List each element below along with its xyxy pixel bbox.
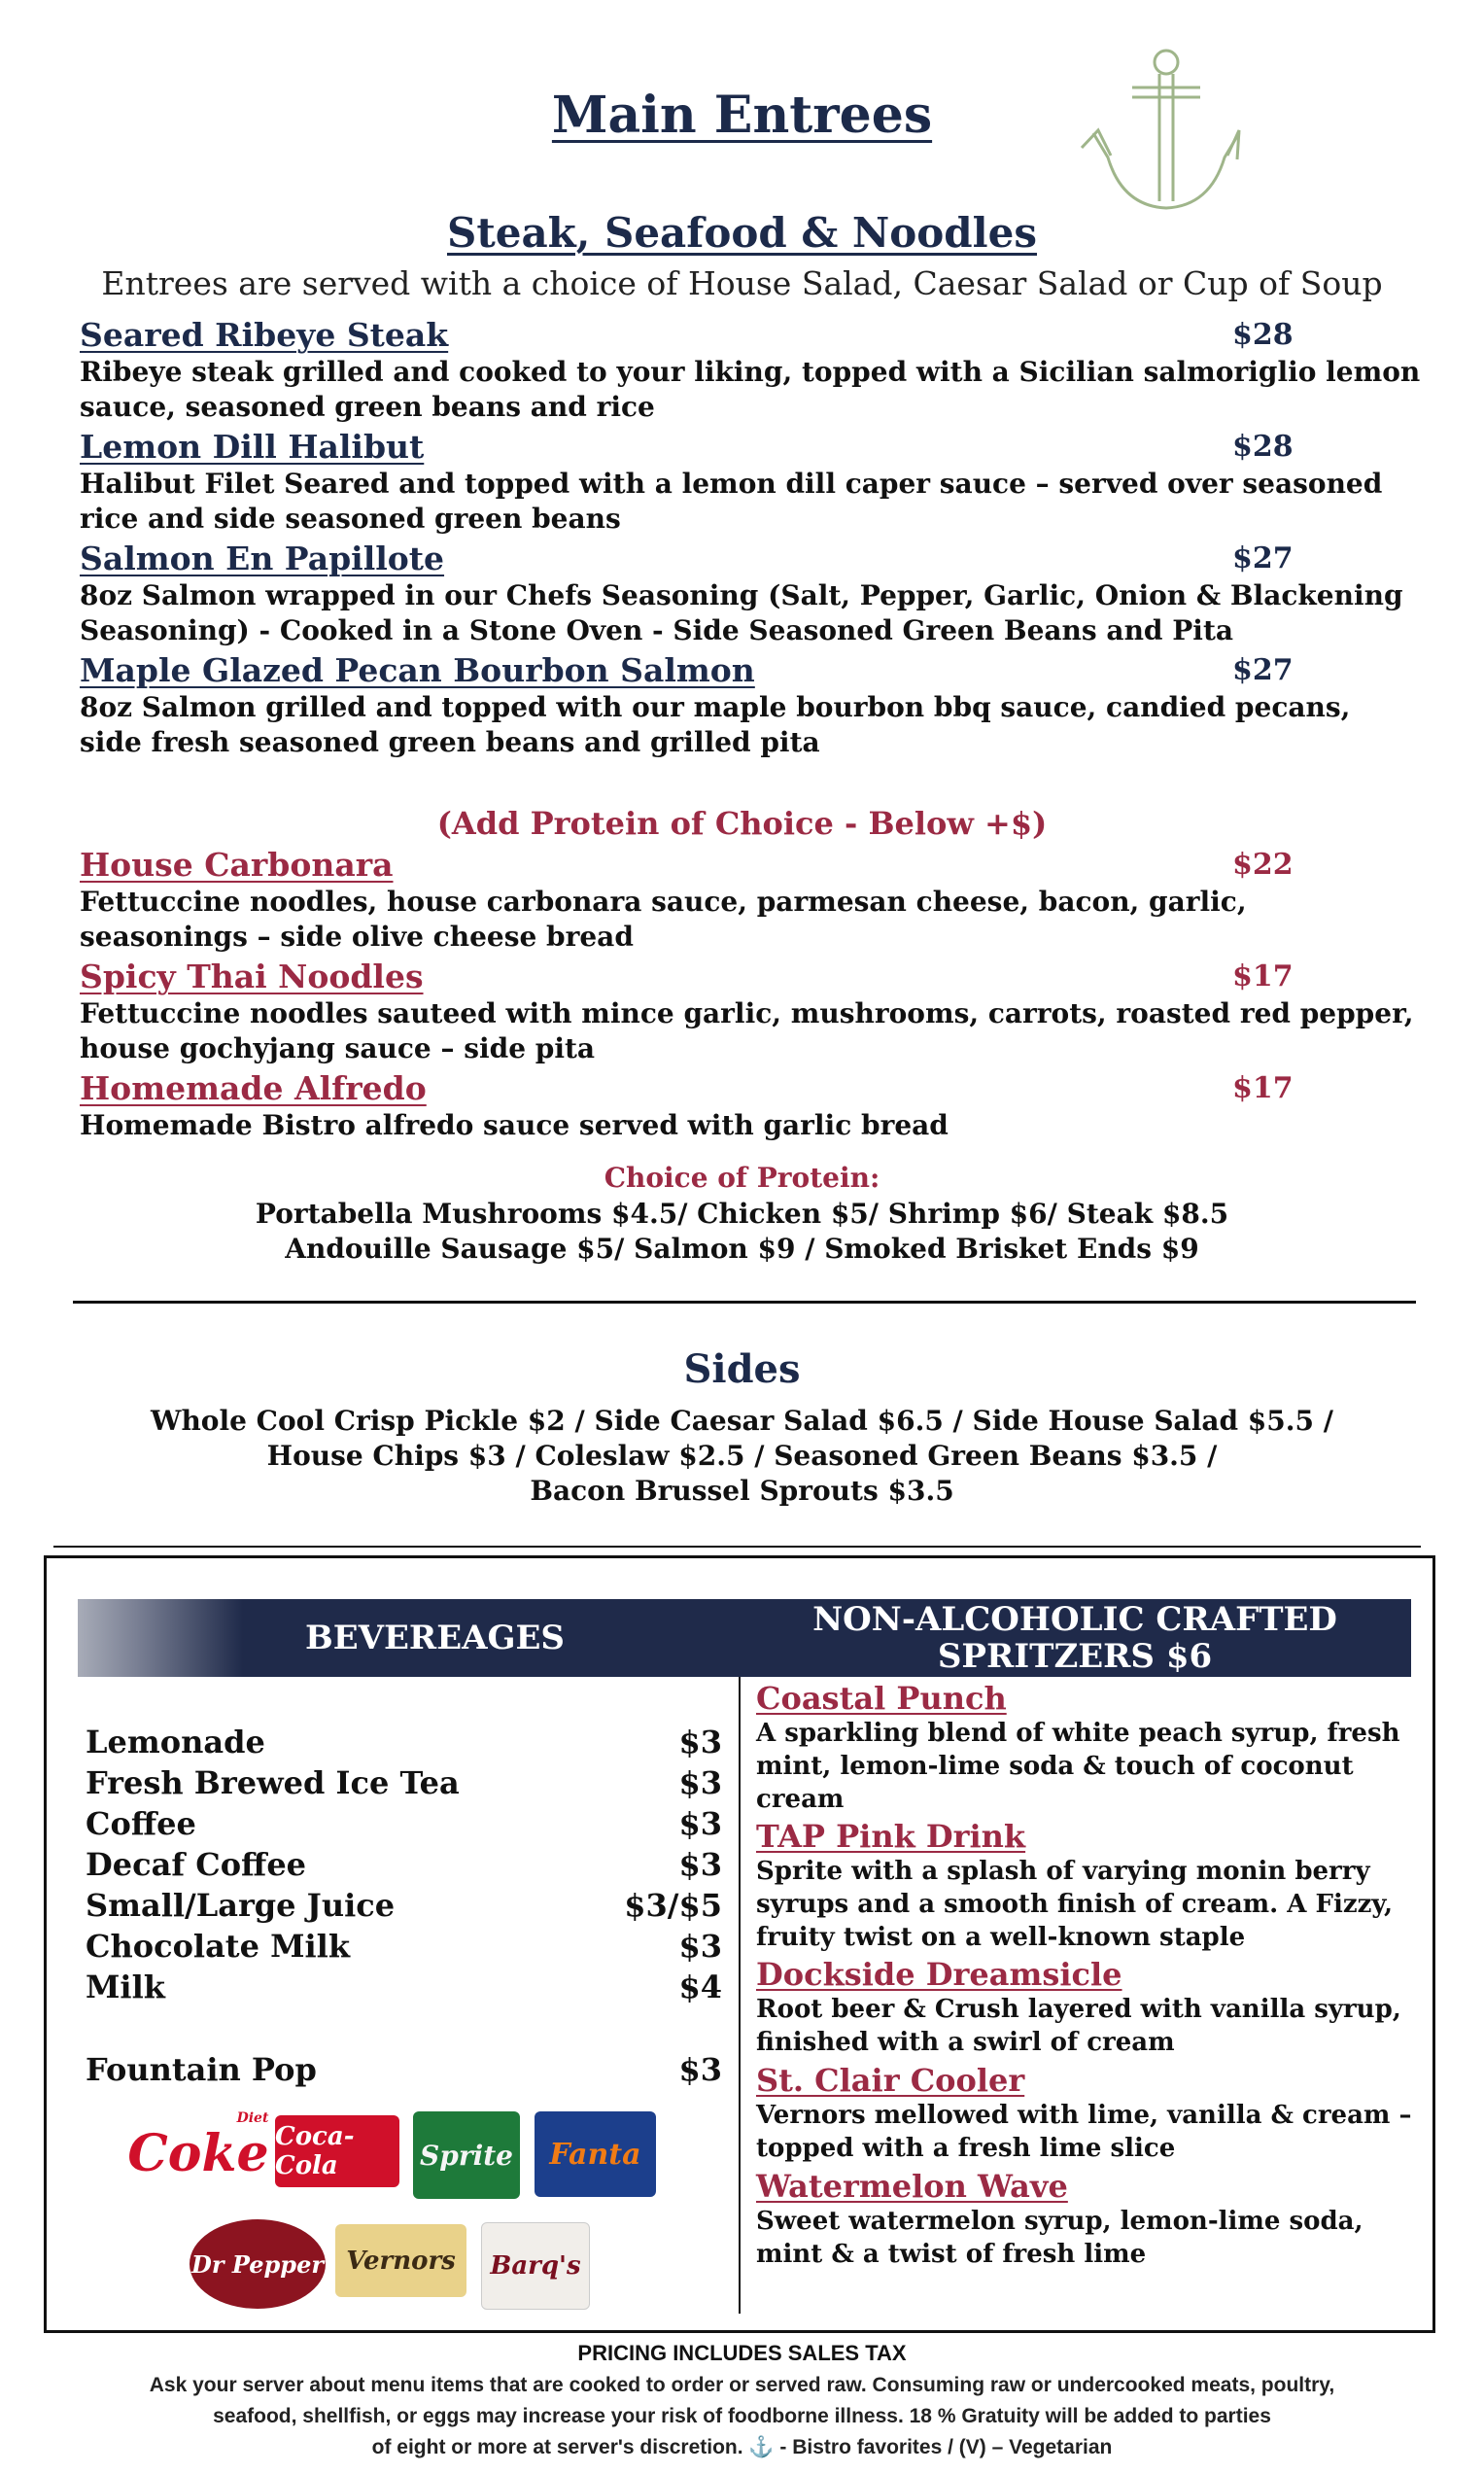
beverage-name: Fresh Brewed Ice Tea [86,1764,460,1801]
beverage-name: Coffee [86,1805,196,1842]
spritzer-name: Coastal Punch [756,1680,1007,1717]
item-price: $17 [1232,1071,1294,1105]
beverage-price: $3/$5 [624,1887,722,1924]
sides-line: Bacon Brussel Sprouts $3.5 [530,1475,954,1507]
item-description: Ribeye steak grilled and cooked to your liking, topped with a Sicilian salmoriglio lemon sauce, seasoned green beans and rice [80,356,1421,423]
item-name: Spicy Thai Noodles [80,958,424,995]
spritzer-description: Root beer & Crush layered with vanilla syrup, finished with a swirl of cream [756,1995,1401,2057]
fanta-logo: Fanta [535,2111,656,2197]
pricing-note: PRICING INCLUDES SALES TAX [577,2341,907,2365]
beverages-header [78,1599,734,1677]
item-description: Fettuccine noodles sauteed with mince garlic, mushrooms, carrots, roasted red pepper, house gochyjang sauce – side pita [80,997,1414,1064]
beverage-name: Fountain Pop [86,2051,317,2088]
beverage-row [86,1846,722,1887]
beverage-row [86,1764,722,1805]
spritzer-name: Watermelon Wave [756,2168,1068,2205]
spritzer-name: Dockside Dreamsicle [756,1956,1122,1993]
soda-logos [127,2108,675,2312]
anchor-icon [1074,41,1244,226]
beverage-name: Lemonade [86,1724,265,1760]
beverage-price: $4 [678,1969,722,2005]
protein-options: Andouille Sausage $5/ Salmon $9 / Smoked Brisket Ends $9 [285,1233,1199,1265]
divider [53,1546,1421,1548]
beverage-row [86,2051,722,2092]
item-price: $28 [1232,318,1294,352]
item-name: Maple Glazed Pecan Bourbon Salmon [80,651,755,689]
item-name: Seared Ribeye Steak [80,316,449,354]
menu-item [80,428,1421,537]
item-price: $17 [1232,959,1294,993]
menu-item [80,958,1421,1066]
disclaimer-line: seafood, shellfish, or eggs may increase your risk of foodborne illness. 18 % Gratuity will be added to parties [213,2405,1271,2427]
beverage-price: $3 [678,1764,722,1801]
sides-heading: Sides [683,1346,801,1392]
menu-item [80,540,1421,648]
disclaimer-text: of eight or more at server's discretion. [371,2436,743,2458]
item-description: Fettuccine noodles, house carbonara sauce, parmesan cheese, bacon, garlic, seasonings – side olive cheese bread [80,886,1247,953]
barqs-logo: Barq's [481,2222,590,2310]
menu-item [80,846,1421,955]
beverage-name: Decaf Coffee [86,1846,307,1883]
spritzer-item [756,2168,1417,2271]
sprite-logo: Sprite [413,2111,520,2199]
beverage-row [86,1724,722,1764]
item-description: 8oz Salmon wrapped in our Chefs Seasoning (Salt, Pepper, Garlic, Onion & Blackening Seasoning) - Cooked in a Stone Oven - Side Seasoned Green Beans and Pita [80,579,1403,646]
spritzer-item [756,1818,1417,1954]
item-name: House Carbonara [80,846,394,884]
beverage-row [86,1928,722,1969]
legend-text: - Bistro favorites / (V) – Vegetarian [779,2436,1113,2458]
item-description: Homemade Bistro alfredo sauce served with garlic bread [80,1109,949,1141]
item-name: Lemon Dill Halibut [80,428,425,466]
menu-item [80,1069,1421,1143]
spritzer-item [756,2062,1417,2165]
protein-options: Portabella Mushrooms $4.5/ Chicken $5/ Shrimp $6/ Steak $8.5 [255,1198,1229,1230]
item-description: Halibut Filet Seared and topped with a lemon dill caper sauce – served over seasoned rice and side seasoned green beans [80,468,1383,535]
divider [73,1301,1416,1304]
vernors-logo: Vernors [335,2224,466,2297]
anchor-icon: ⚓ [748,2436,780,2458]
beverage-price: $3 [678,1724,722,1760]
spritzer-description: Vernors mellowed with lime, vanilla & cream – topped with a fresh lime slice [756,2101,1412,2163]
spritzer-description: Sweet watermelon syrup, lemon-lime soda, mint & a twist of fresh lime [756,2207,1363,2269]
beverage-price: $3 [678,1805,722,1842]
beverages-heading: BEVEREAGES [304,1619,565,1657]
beverage-name: Milk [86,1969,165,2005]
coke-logo: Coke [127,2123,269,2183]
beverage-row [86,1887,722,1928]
beverage-name: Small/Large Juice [86,1887,396,1924]
item-description: 8oz Salmon grilled and topped with our maple bourbon bbq sauce, candied pecans, side fresh seasoned green beans and grilled pita [80,691,1351,758]
dr-pepper-logo: Dr Pepper [190,2219,326,2309]
menu-item [80,651,1421,760]
coca-cola-logo: Coca-Cola [275,2115,399,2187]
beverage-row [86,1969,722,2009]
column-divider [739,1677,741,2314]
beverage-price: $3 [678,1846,722,1883]
beverage-price: $3 [678,2051,722,2088]
diet-label: Diet [236,2110,269,2126]
spritzers-header [739,1599,1411,1677]
menu-item [80,316,1421,425]
item-name: Salmon En Papillote [80,540,445,577]
spritzers-heading-line1: NON-ALCOHOLIC CRAFTED [812,1600,1337,1639]
spritzer-name: TAP Pink Drink [756,1818,1026,1855]
item-price: $27 [1232,653,1294,687]
disclaimer-line [0,2436,1484,2459]
beverage-row [86,1805,722,1846]
item-price: $28 [1232,430,1294,464]
section-heading-steak-seafood: Steak, Seafood & Noodles [446,209,1037,257]
spritzer-description: A sparkling blend of white peach syrup, fresh mint, lemon-lime soda & touch of coconut cream [756,1719,1400,1814]
spritzer-item [756,1956,1417,2059]
sides-line: Whole Cool Crisp Pickle $2 / Side Caesar Salad $6.5 / Side House Salad $5.5 / [151,1405,1333,1437]
page-title: Main Entrees [551,86,933,145]
sides-line: House Chips $3 / Coleslaw $2.5 / Seasoned Green Beans $3.5 / [266,1440,1218,1472]
item-price: $27 [1232,541,1294,575]
served-with-note: Entrees are served with a choice of House Salad, Caesar Salad or Cup of Soup [101,264,1383,302]
item-price: $22 [1232,848,1294,882]
spritzer-item [756,1680,1417,1816]
item-name: Homemade Alfredo [80,1069,427,1107]
add-protein-note: (Add Protein of Choice - Below +$) [436,805,1048,842]
spritzer-description: Sprite with a splash of varying monin berry syrups and a smooth finish of cream. A Fizzy, fruity twist on a well-known staple [756,1857,1394,1952]
disclaimer-line: Ask your server about menu items that are cooked to order or served raw. Consuming raw or undercooked meats, poultry, [149,2374,1335,2396]
protein-heading: Choice of Protein: [604,1162,880,1194]
spritzer-name: St. Clair Cooler [756,2062,1025,2099]
beverage-name: Chocolate Milk [86,1928,350,1965]
beverage-price: $3 [678,1928,722,1965]
spritzers-heading-line2: SPRITZERS $6 [937,1637,1213,1676]
